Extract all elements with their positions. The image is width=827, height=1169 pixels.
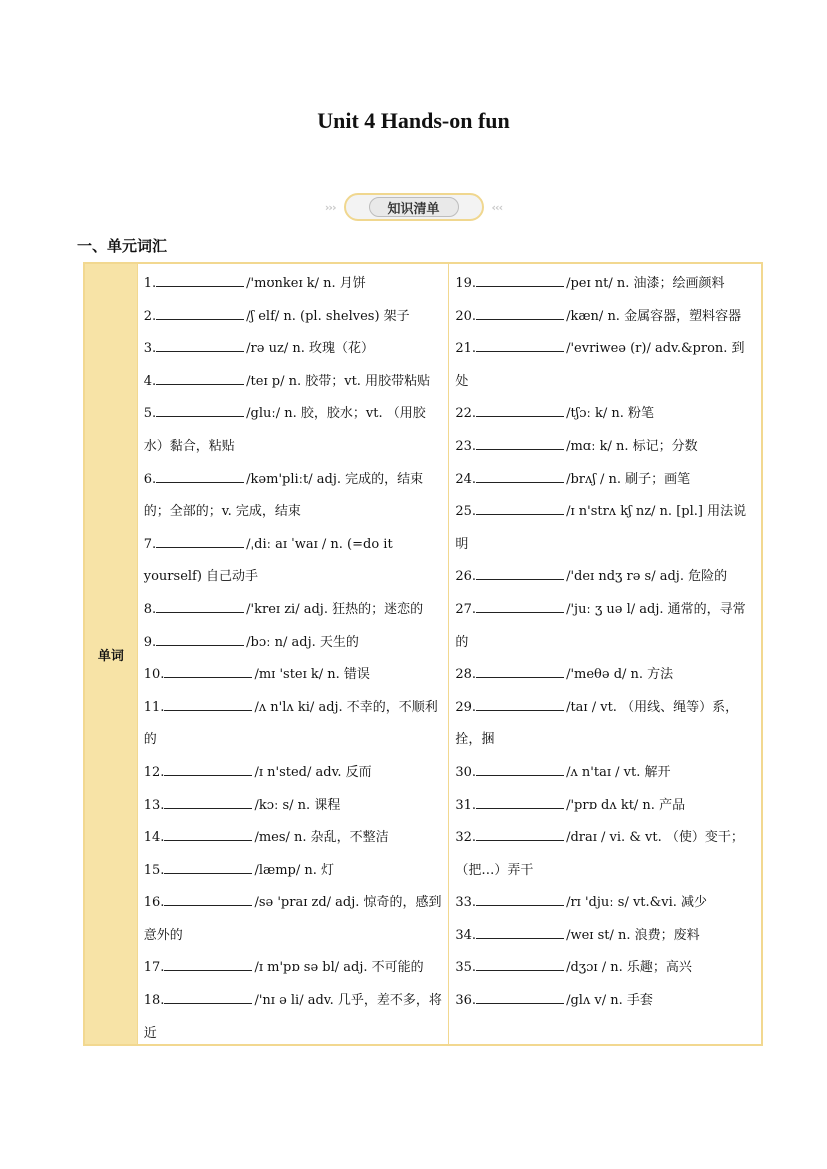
entry-number: 25. [455,504,477,520]
entry-definition: /sə 'praɪ zd/ adj. 惊奇的，感到意外的 [143,895,442,943]
badge-pill [344,193,484,221]
entry-number: 27. [455,601,477,617]
entry-definition: /rə uz/ n. 玫瑰（花） [246,341,374,357]
vocab-entry [144,594,443,627]
entry-definition: /rɪ 'djuː s/ vt.&vi. 减少 [566,895,707,911]
entry-number: 11. [143,699,165,715]
entry-definition: /kɔː s/ n. 课程 [254,797,341,813]
answer-blank[interactable] [476,273,564,287]
answer-blank[interactable] [164,860,252,874]
vocab-entry [455,985,755,1018]
entry-number: 6. [143,471,157,487]
entry-number: 18. [143,993,165,1009]
entry-number: 31. [455,797,477,813]
answer-blank[interactable] [476,436,564,450]
entry-number: 13. [143,797,165,813]
entry-number: 2. [143,308,157,324]
entry-definition: /kæn/ n. 金属容器，塑料容器 [566,308,742,324]
answer-blank[interactable] [156,338,244,352]
entry-definition: /ʌ n'taɪ / vt. 解开 [566,764,671,780]
vocab-entry [144,985,443,1050]
entry-definition: /ɪ n'sted/ adv. 反而 [254,764,372,780]
answer-blank[interactable] [476,925,564,939]
entry-definition: /'nɪ ə li/ adv. 几乎，差不多，将近 [143,993,442,1041]
answer-blank[interactable] [476,957,564,971]
answer-blank[interactable] [476,762,564,776]
vocab-entry [144,952,443,985]
entry-definition: /draɪ / vi. & vt. （使）变干；（把…）弄干 [455,830,744,878]
vocab-entry [455,887,755,920]
answer-blank[interactable] [156,306,244,320]
entry-number: 22. [455,406,477,422]
vocab-entry [144,398,443,463]
entry-number: 12. [143,764,165,780]
answer-blank[interactable] [476,501,564,515]
entry-definition: /tʃɔː k/ n. 粉笔 [566,406,655,422]
vocab-table [83,262,763,1046]
chevrons-left-icon: ‹‹‹ [491,200,503,214]
entry-definition: /'mʊnkeɪ k/ n. 月饼 [246,276,366,291]
answer-blank[interactable] [164,990,252,1004]
entry-number: 35. [455,960,477,976]
vocab-entry [455,920,755,953]
badge-label: 知识清单 [369,197,459,217]
entry-definition: /læmp/ n. 灯 [254,862,335,878]
section-heading: 一、单元词汇 [77,237,168,255]
entry-definition: /kəm'pliːt/ adj. 完成的，结束的；全部的；v. 完成，结束 [143,471,424,520]
answer-blank[interactable] [476,697,564,711]
answer-blank[interactable] [476,827,564,841]
entry-number: 7. [143,536,157,552]
entry-number: 23. [455,438,477,454]
entry-number: 32. [455,830,477,846]
entry-definition: /glʌ v/ n. 手套 [566,993,653,1009]
entry-definition: /'meθə d/ n. 方法 [566,667,674,683]
entry-definition: /'prɒ dʌ kt/ n. 产品 [566,797,686,813]
entry-definition: /brʌʃ / n. 刷子；画笔 [566,471,691,487]
vocab-entry [455,790,755,823]
answer-blank[interactable] [476,892,564,906]
vocab-entry [144,464,443,529]
entry-definition: /ʌ n'lʌ ki/ adj. 不幸的，不顺利的 [143,699,438,748]
vocab-entry [144,757,443,790]
entry-definition: /dʒɔɪ / n. 乐趣；高兴 [566,960,692,976]
vocab-entry [455,398,755,431]
entry-number: 8. [143,601,157,617]
vocab-entry [455,822,755,887]
answer-blank[interactable] [164,892,252,906]
entry-number: 4. [143,373,157,389]
entry-definition: /'kreɪ zi/ adj. 狂热的；迷恋的 [246,601,424,617]
vocab-entry [144,529,443,594]
vocab-entry [144,790,443,823]
chevrons-right-icon: ››› [324,200,336,214]
entry-definition: /'deɪ ndʒ rə s/ adj. 危险的 [566,569,728,585]
vocab-entry [144,822,443,855]
vocab-entry [455,952,755,985]
entry-definition: /mes/ n. 杂乱，不整洁 [254,830,389,846]
answer-blank[interactable] [164,827,252,841]
entry-number: 9. [143,634,157,650]
vocab-column-right [449,264,761,1044]
vocab-entry [455,333,755,398]
vocab-entry [144,855,443,888]
answer-blank[interactable] [156,632,244,646]
page-title: Unit 4 Hands-on fun [317,108,510,133]
entry-number: 1. [143,276,157,291]
vocab-entry [144,627,443,660]
entry-definition: /mɑː k/ n. 标记；分数 [566,438,698,454]
answer-blank[interactable] [156,534,244,548]
vocab-entry [455,659,755,692]
vocab-entry [455,431,755,464]
entry-definition: /weɪ st/ n. 浪费；废料 [566,927,700,943]
vocab-entry [455,757,755,790]
entry-number: 21. [455,341,477,357]
entry-number: 34. [455,927,477,943]
vocab-entry [144,887,443,952]
vocab-entry [144,301,443,334]
answer-blank[interactable] [476,990,564,1004]
vocab-entry [144,333,443,366]
row-label: 单词 [85,264,138,1044]
entry-definition: /'juː ʒ uə l/ adj. 通常的，寻常的 [455,601,746,650]
entry-definition: /peɪ nt/ n. 油漆；绘画颜料 [566,276,725,291]
entry-number: 10. [143,667,165,683]
entry-definition: /ʃ elf/ n. (pl. shelves) 架子 [246,308,410,324]
entry-number: 14. [143,830,165,846]
entry-number: 24. [455,471,477,487]
answer-blank[interactable] [156,403,244,417]
answer-blank[interactable] [156,469,244,483]
entry-number: 5. [143,406,157,422]
entry-definition: /'evriweə (r)/ adv.&pron. 到处 [455,341,745,389]
entry-definition: /mɪ 'steɪ k/ n. 错误 [254,667,370,683]
answer-blank[interactable] [476,469,564,483]
entry-number: 28. [455,667,477,683]
vocab-entry [455,561,755,594]
entry-number: 15. [143,862,165,878]
answer-blank[interactable] [156,371,244,385]
entry-number: 26. [455,569,477,585]
vocab-entry [455,464,755,497]
answer-blank[interactable] [476,599,564,613]
answer-blank[interactable] [476,664,564,678]
answer-blank[interactable] [156,273,244,287]
vocab-column-left [138,264,450,1044]
vocab-entry [144,659,443,692]
vocab-entry [144,268,443,301]
entry-definition: /teɪ p/ n. 胶带；vt. 用胶带粘贴 [246,373,431,389]
answer-blank[interactable] [164,664,252,678]
vocab-entry [455,301,755,334]
entry-definition: /ɪ n'strʌ kʃ nz/ n. [pl.] 用法说明 [455,504,747,552]
entry-number: 33. [455,895,477,911]
vocab-entry [144,366,443,399]
answer-blank[interactable] [476,338,564,352]
answer-blank[interactable] [476,306,564,320]
answer-blank[interactable] [164,762,252,776]
vocab-entry [455,594,755,659]
entry-number: 30. [455,764,477,780]
entry-definition: /taɪ / vt. （用线、绳等）系，拴，捆 [455,699,739,748]
entry-number: 16. [143,895,165,911]
entry-number: 20. [455,308,477,324]
answer-blank[interactable] [476,403,564,417]
vocab-entry [455,692,755,757]
answer-blank[interactable] [164,795,252,809]
entry-number: 29. [455,699,477,715]
entry-definition: /ɪ m'pɒ sə bl/ adj. 不可能的 [254,960,424,976]
entry-number: 3. [143,341,157,357]
entry-number: 19. [455,276,477,291]
vocab-entry [144,692,443,757]
section-badge [0,193,827,221]
entry-number: 17. [143,960,165,976]
answer-blank[interactable] [164,957,252,971]
answer-blank[interactable] [476,795,564,809]
answer-blank[interactable] [156,599,244,613]
answer-blank[interactable] [164,697,252,711]
entry-definition: /ˌdiː aɪ ˈwaɪ / n. (=do it yourself) 自己动手 [143,536,393,585]
entry-definition: /bɔː n/ adj. 天生的 [246,634,359,650]
entry-definition: /gluː/ n. 胶，胶水；vt. （用胶水）黏合，粘贴 [143,406,426,454]
vocab-entry [455,496,755,561]
vocab-entry [455,268,755,301]
entry-number: 36. [455,993,477,1009]
answer-blank[interactable] [476,566,564,580]
